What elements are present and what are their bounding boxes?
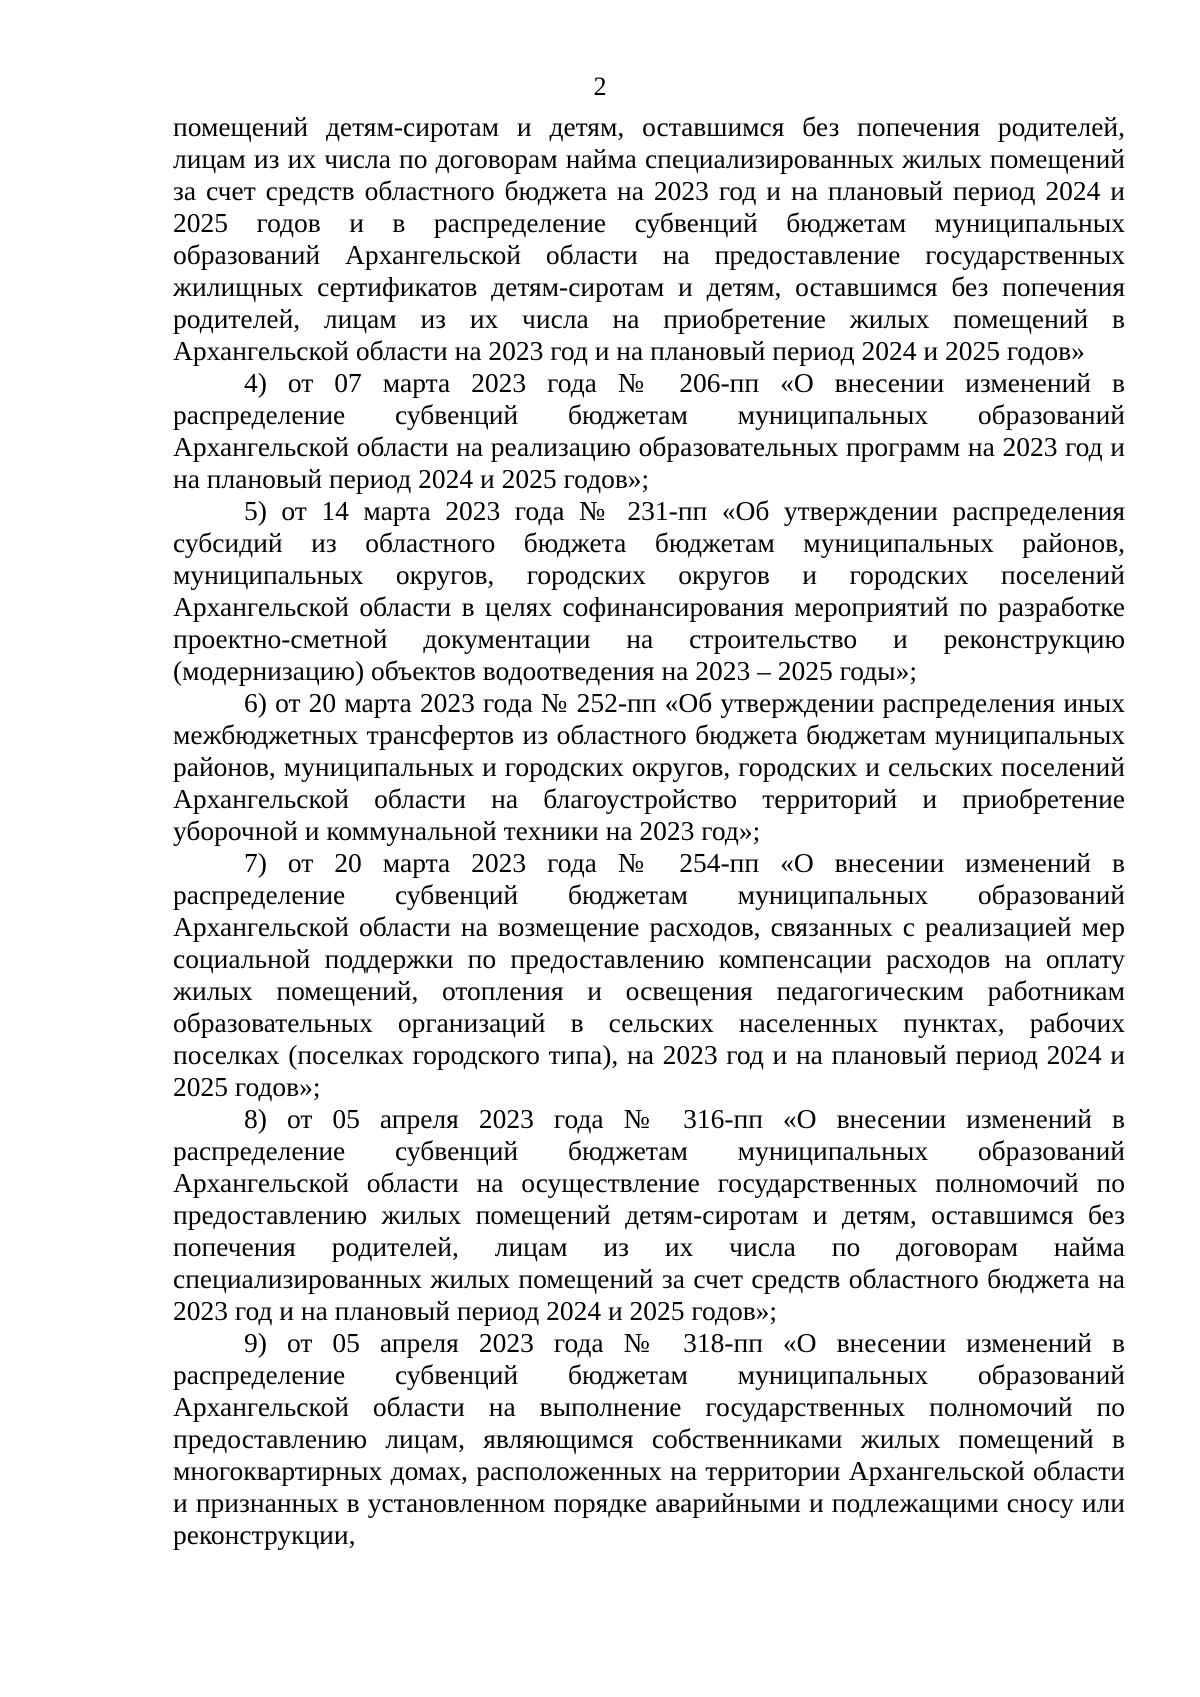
page-number: 2 (593, 72, 607, 101)
document-body (173, 111, 1125, 1551)
list-item-8: 8) от 05 апреля 2023 года № 316-пп «О внесении изменений в распределение субвенций бюджетам муниципальных образований Архангельской области на осуществление государственных полномочий по предоставлению жилых помещений детям-сиротам и детям, оставшимся без попечения родителей, лицам из их числа по договорам найма специализированных жилых помещений за счет средств областного бюджета на 2023 год и на плановый период 2024 и 2025 годов»; (173, 1103, 1125, 1326)
list-item-7: 7) от 20 марта 2023 года № 254-пп «О внесении изменений в распределение субвенций бюджетам муниципальных образований Архангельской области на возмещение расходов, связанных с реализацией мер социальной поддержки по предоставлению компенсации расходов на оплату жилых помещений, отопления и освещения педагогическим работникам образовательных организаций в сельских населенных пунктах, рабочих поселках (поселках городского типа), на 2023 год и на плановый период 2024 и 2025 годов»; (173, 847, 1125, 1102)
list-item-6: 6) от 20 марта 2023 года № 252-пп «Об утверждении распределения иных межбюджетных трансфертов из областного бюджета бюджетам муниципальных районов, муниципальных и городских округов, городских и сельских поселений Архангельской области на благоустройство территорий и приобретение уборочной и коммунальной техники на 2023 год»; (173, 687, 1125, 846)
paragraph-continuation: помещений детям-сиротам и детям, оставшимся без попечения родителей, лицам из их числа по договорам найма специализированных жилых помещений за счет средств областного бюджета на 2023 год и на плановый период 2024 и 2025 годов и в распределение субвенций бюджетам муниципальных образований Архангельской области на предоставление государственных жилищных сертификатов детям-сиротам и детям, оставшимся без попечения родителей, лицам из их числа на приобретение жилых помещений в Архангельской области на 2023 год и на плановый период 2024 и 2025 годов» (173, 111, 1125, 366)
list-item-9: 9) от 05 апреля 2023 года № 318-пп «О внесении изменений в распределение субвенций бюджетам муниципальных образований Архангельской области на выполнение государственных полномочий по предоставлению лицам, являющимся собственниками жилых помещений в многоквартирных домах, расположенных на территории Архангельской области и признанных в установленном порядке аварийными и подлежащими сносу или реконструкции, (173, 1327, 1125, 1550)
list-item-4: 4) от 07 марта 2023 года № 206-пп «О внесении изменений в распределение субвенций бюджетам муниципальных образований Архангельской области на реализацию образовательных программ на 2023 год и на плановый период 2024 и 2025 годов»; (173, 367, 1125, 494)
list-item-5: 5) от 14 марта 2023 года № 231-пп «Об утверждении распределения субсидий из областного бюджета бюджетам муниципальных районов, муниципальных округов, городских округов и городских поселений Архангельской области в целях софинансирования мероприятий по разработке проектно-сметной документации на строительство и реконструкцию (модернизацию) объектов водоотведения на 2023 – 2025 годы»; (173, 495, 1125, 686)
